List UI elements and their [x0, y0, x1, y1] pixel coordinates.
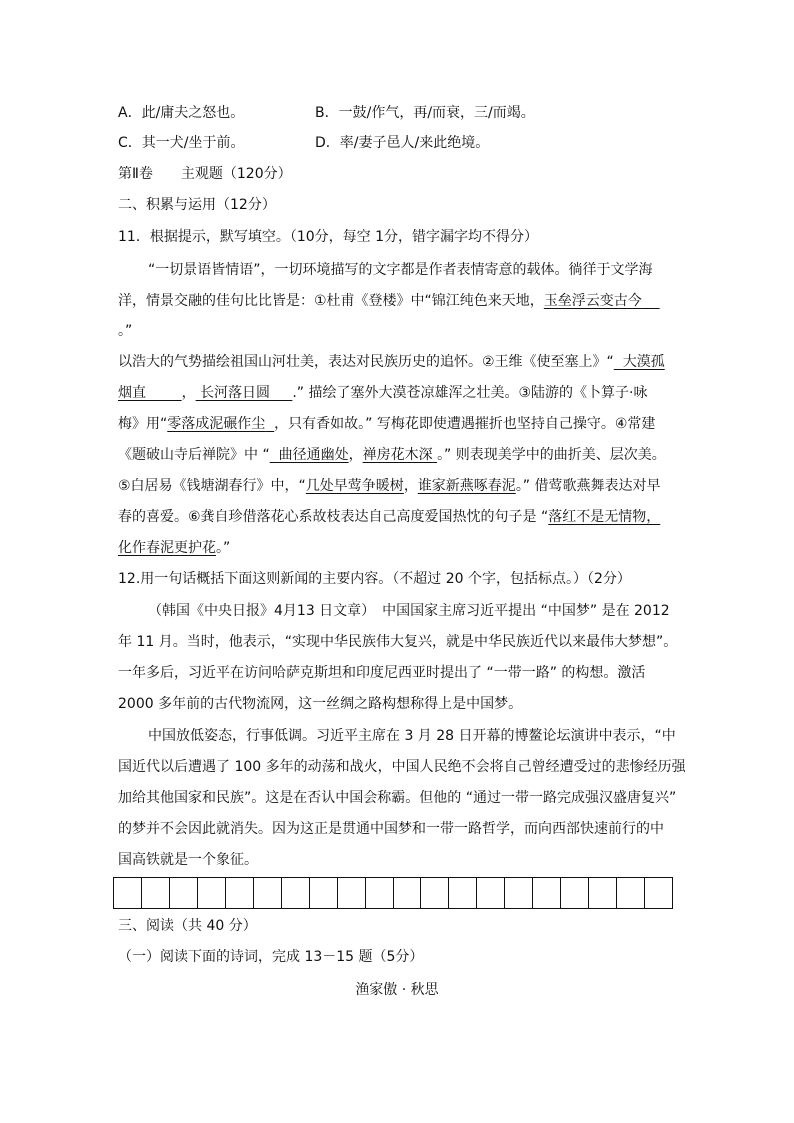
answer-cell[interactable]: [198, 878, 226, 908]
answer-blank-pad: [642, 293, 660, 309]
q11-text: 。” 借莺歌燕舞表达对早: [515, 478, 661, 494]
q12-text-line: （韩国《中央日报》4月13 日文章） 中国国家主席习近平提出 “中国梦” 是在 2012: [148, 603, 670, 619]
answer-cell[interactable]: [421, 878, 449, 908]
q11-text: 梅》用“: [118, 416, 168, 432]
answer-grid[interactable]: [113, 877, 673, 909]
choice-d: D．率/妻子邑人/来此绝境。: [315, 135, 490, 151]
q12-text-line: 的梦并不会因此就消失。因为这正是贯通中国梦和一带一路哲学，而向西部快速前行的中: [118, 821, 664, 837]
answer-cell[interactable]: [338, 878, 366, 908]
q11-text: 。”: [216, 540, 231, 556]
q11-text: 以浩大的气势描绘祖国山河壮美，表达对民族历史的追怀。②王维《使至塞上》“: [118, 354, 614, 370]
q12-text-line: 中国放低姿态，行事低调。习近平主席在 3 月 28 日开幕的博鳌论坛演讲中表示，“中: [148, 728, 676, 744]
q11-text-line: [118, 476, 661, 496]
q11-text: 《题破山寺后禅院》中 “: [118, 447, 270, 463]
answer-blank: 大漠孤: [622, 354, 665, 370]
answer-cell[interactable]: [645, 878, 673, 908]
q11-text: ，: [181, 385, 196, 401]
part2-heading: 第Ⅱ卷 主观题（120分）: [118, 166, 292, 182]
q11-text-line: “一切景语皆情语”，一切环境描写的文字都是作者表情寄意的载体。徜徉于文学海: [148, 262, 653, 278]
answer-blank: 几处早莺争暖树: [305, 478, 404, 494]
q12-text-line: 国高铁就是一个象征。: [118, 852, 258, 868]
answer-cell[interactable]: [114, 878, 142, 908]
q11-text-line: [118, 445, 666, 465]
q11-text-line: [118, 538, 230, 558]
answer-cell[interactable]: [310, 878, 338, 908]
answer-cell[interactable]: [226, 878, 254, 908]
section2-heading: 二、积累与运用（12分）: [118, 197, 276, 213]
answer-blank: 长河落日圆: [200, 385, 271, 401]
q11-text-line: 。”: [118, 323, 133, 339]
answer-cell[interactable]: [254, 878, 282, 908]
q11-text: ⑤白居易《钱塘湖春行》中，“: [118, 478, 306, 494]
answer-cell[interactable]: [477, 878, 505, 908]
q11-text-line: [118, 507, 660, 527]
answer-blank: 谁家新燕啄春泥: [417, 478, 516, 494]
q11-text: 洋，情景交融的佳句比比皆是：①杜甫《登楼》中“锦江纯色来天地，: [118, 293, 544, 309]
q11-text-line: [118, 383, 647, 403]
choice-c: C．其一犬/坐于前。: [118, 135, 245, 151]
q11-text: 。” 则表现美学中的曲折美、层次美。: [437, 447, 666, 463]
q11-text: .” 描绘了塞外大漠苍凉雄浑之壮美。③陆游的《卜算子·咏: [292, 385, 648, 401]
answer-cell[interactable]: [394, 878, 422, 908]
q11-title: 11．根据提示，默写填空。（10分，每空 1分，错字漏字均不得分）: [118, 229, 538, 245]
q11-text-line: [118, 414, 655, 434]
choice-b: B．一鼓/作气，再/而衰，三/而竭。: [315, 105, 535, 121]
q12-text-line: 2000 多年前的古代物流网，这一丝绸之路构想称得上是中国梦。: [118, 696, 523, 712]
section3-heading: 三、阅读（共 40 分）: [118, 918, 257, 934]
q12-title: 12.用一句话概括下面这则新闻的主要内容。（不超过 20 个字，包括标点。）（2分）: [118, 571, 631, 587]
answer-cell[interactable]: [589, 878, 617, 908]
answer-cell[interactable]: [617, 878, 645, 908]
answer-cell[interactable]: [366, 878, 394, 908]
answer-blank: 烟直: [118, 385, 146, 401]
q11-text: ，只有香如故。” 写梅花即使遭遇摧折也坚持自己操守。④常建: [274, 416, 656, 432]
answer-cell[interactable]: [505, 878, 533, 908]
q11-text: ，: [348, 447, 363, 463]
answer-blank: 玉垒浮云变古今: [543, 293, 642, 309]
answer-blank: 曲径通幽处: [278, 447, 349, 463]
answer-blank: 化作春泥更护花: [118, 540, 216, 556]
q12-text-line: 一年多后，习近平在访问哈萨克斯坦和印度尼西亚时提出了 “一带一路” 的构想。激活: [118, 665, 646, 681]
q11-text-line: [118, 291, 660, 311]
answer-cell[interactable]: [533, 878, 561, 908]
q11-text-line: [118, 352, 665, 372]
answer-blank: 零落成泥碾作尘: [167, 416, 266, 432]
answer-cell[interactable]: [561, 878, 589, 908]
answer-cell[interactable]: [449, 878, 477, 908]
answer-cell[interactable]: [282, 878, 310, 908]
answer-blank: 禅房花木深: [362, 447, 433, 463]
q11-text: 春的喜爱。⑥龚自珍借落花心系故枝表达自己高度爱国热忱的句子是 “: [118, 509, 549, 525]
choice-a: A．此/庸夫之怒也。: [118, 105, 245, 121]
q11-text: ，: [403, 478, 418, 494]
answer-cell[interactable]: [142, 878, 170, 908]
answer-cell[interactable]: [170, 878, 198, 908]
q12-text-line: 加给其他国家和民族”。这是在否认中国会称霸。但他的 “通过一带一路完成强汉盛唐复兴”: [118, 790, 677, 806]
poem-title: 渔家傲 · 秋思: [355, 982, 439, 998]
sub1-heading: （一）阅读下面的诗词，完成 13－15 题（5分）: [118, 949, 424, 965]
q12-text-line: 国近代以后遭遇了 100 多年的动荡和战火，中国人民绝不会将自己曾经遭受过的悲惨经历强: [118, 759, 686, 775]
q12-text-line: 年 11 月。当时，他表示，“实现中华民族伟大复兴，就是中华民族近代以来最伟大梦想”。: [118, 634, 678, 650]
answer-blank: 落红不是无情物，: [548, 509, 661, 525]
